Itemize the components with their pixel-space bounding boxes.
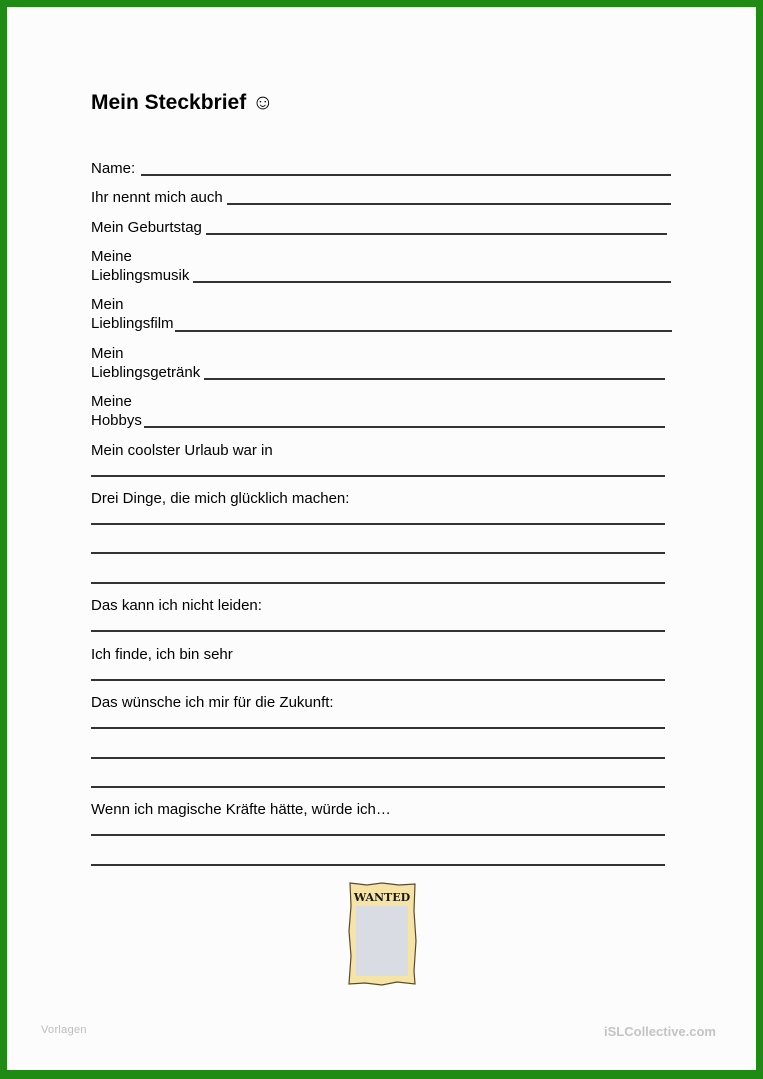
answer-line-magic-1[interactable] xyxy=(91,834,665,836)
field-label-hobbies-1: Meine xyxy=(91,393,132,410)
answer-line-vacation[interactable] xyxy=(91,475,665,477)
answer-line-happy-1[interactable] xyxy=(91,523,665,525)
wanted-poster-image xyxy=(347,881,417,986)
svg-text:WANTED: WANTED xyxy=(353,891,411,904)
field-label-film-1: Mein xyxy=(91,296,124,313)
field-line-music[interactable] xyxy=(193,281,671,283)
answer-line-future-3[interactable] xyxy=(91,786,665,788)
field-line-birthday[interactable] xyxy=(206,233,667,235)
answer-line-future-2[interactable] xyxy=(91,757,665,759)
smiley-icon: ☺ xyxy=(252,91,274,114)
field-label-film-2: Lieblingsfilm xyxy=(91,315,174,332)
footer-watermark: iSLCollective.com xyxy=(604,1024,716,1039)
answer-line-happy-2[interactable] xyxy=(91,552,665,554)
title-text: Mein Steckbrief xyxy=(91,91,247,114)
field-line-film[interactable] xyxy=(175,330,672,332)
answer-line-future-1[interactable] xyxy=(91,727,665,729)
question-self-description: Ich finde, ich bin sehr xyxy=(91,646,233,663)
field-line-drink[interactable] xyxy=(204,378,665,380)
question-magic-powers: Wenn ich magische Kräfte hätte, würde ich… xyxy=(91,801,391,818)
wanted-poster-icon xyxy=(347,881,417,986)
question-dislikes: Das kann ich nicht leiden: xyxy=(91,597,262,614)
answer-line-dislikes[interactable] xyxy=(91,630,665,632)
footer-label-vorlagen: Vorlagen xyxy=(41,1024,87,1036)
field-label-birthday: Mein Geburtstag xyxy=(91,219,202,236)
field-label-music-2: Lieblingsmusik xyxy=(91,267,190,284)
question-future-wishes: Das wünsche ich mir für die Zukunft: xyxy=(91,694,334,711)
field-label-drink-1: Mein xyxy=(91,345,124,362)
field-line-name[interactable] xyxy=(141,174,671,176)
field-label-nickname: Ihr nennt mich auch xyxy=(91,189,223,206)
field-line-hobbies[interactable] xyxy=(144,426,665,428)
answer-line-self-description[interactable] xyxy=(91,679,665,681)
field-label-hobbies-2: Hobbys xyxy=(91,412,142,429)
answer-line-magic-2[interactable] xyxy=(91,864,665,866)
field-label-music-1: Meine xyxy=(91,248,132,265)
field-line-nickname[interactable] xyxy=(227,203,671,205)
answer-line-happy-3[interactable] xyxy=(91,582,665,584)
field-label-name: Name: xyxy=(91,160,136,177)
question-happy-things: Drei Dinge, die mich glücklich machen: xyxy=(91,490,350,507)
field-label-drink-2: Lieblingsgetränk xyxy=(91,364,201,381)
page-title xyxy=(91,91,274,115)
worksheet-page xyxy=(7,7,756,1070)
question-vacation: Mein coolster Urlaub war in xyxy=(91,442,273,459)
